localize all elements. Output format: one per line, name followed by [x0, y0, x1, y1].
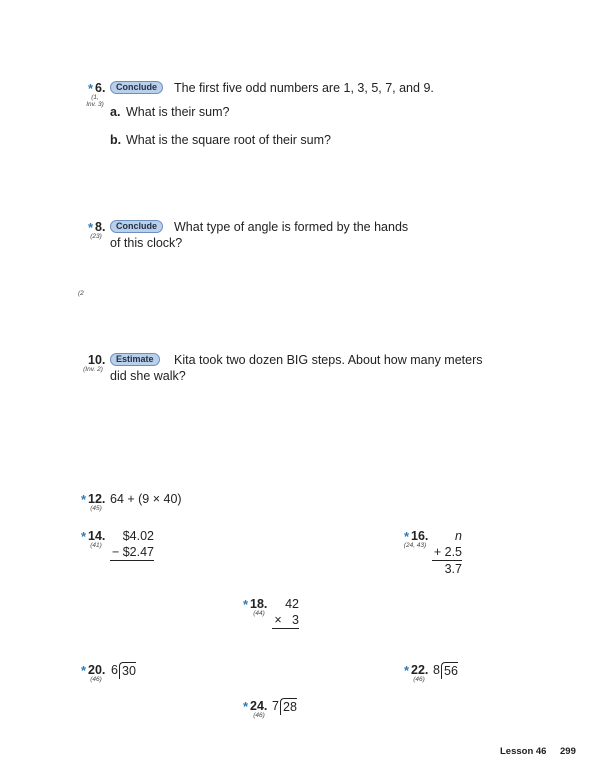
- divisor: 6: [111, 663, 118, 677]
- problem-number: 22.: [411, 663, 429, 677]
- multiplier: × 3: [272, 612, 299, 629]
- star-marker: *: [88, 220, 94, 235]
- lesson-reference: (24, 43): [403, 542, 427, 549]
- multiplicand: 42: [285, 597, 299, 611]
- problem-number: 20.: [88, 663, 106, 677]
- lesson-reference: (44): [253, 610, 265, 617]
- part-b-text: What is the square root of their sum?: [126, 133, 331, 147]
- lesson-reference: (Inv. 2): [83, 366, 103, 373]
- lesson-label: Lesson 46: [500, 746, 547, 757]
- problem-number: 12.: [88, 492, 106, 506]
- lesson-reference: (1, Inv. 3): [86, 94, 104, 108]
- dividend: 30: [119, 662, 136, 679]
- conclude-badge: Conclude: [110, 81, 163, 94]
- problem-number: 24.: [250, 699, 268, 713]
- star-marker: *: [243, 597, 249, 612]
- addend: + 2.5: [433, 545, 462, 559]
- sum: 3.7: [444, 562, 462, 576]
- lesson-reference: (46): [90, 676, 102, 683]
- problem-text-line-2: did she walk?: [110, 369, 186, 383]
- expression: 64 + (9 × 40): [110, 492, 182, 506]
- problem-text-line-2: of this clock?: [110, 236, 183, 250]
- subtrahend: − $2.47: [111, 545, 154, 559]
- lesson-reference: (41): [90, 542, 102, 549]
- problem-number: 6.: [95, 81, 106, 95]
- dividend: 28: [280, 698, 297, 715]
- divisor: 8: [433, 663, 440, 677]
- problem-text: The first five odd numbers are 1, 3, 5, 7, and 9.: [174, 81, 434, 95]
- part-b-label: b.: [110, 133, 122, 147]
- star-marker: *: [81, 492, 87, 507]
- part-a-text: What is their sum?: [126, 105, 230, 119]
- lesson-reference: (45): [90, 505, 102, 512]
- star-marker: *: [404, 663, 410, 678]
- lesson-reference: (23): [90, 233, 102, 240]
- problem-text-line-1: Kita took two dozen BIG steps. About how many meters: [174, 353, 483, 367]
- star-marker: *: [81, 663, 87, 678]
- stray-mark: (2: [78, 290, 84, 297]
- conclude-badge: Conclude: [110, 220, 163, 233]
- page-number: 299: [560, 746, 576, 757]
- part-a-label: a.: [110, 105, 121, 119]
- lesson-reference: (46): [413, 676, 425, 683]
- estimate-badge: Estimate: [110, 353, 160, 366]
- problem-number: 10.: [88, 353, 106, 367]
- problem-text-line-1: What type of angle is formed by the hands: [174, 220, 409, 234]
- star-marker: *: [81, 529, 87, 544]
- addend-n: n: [455, 529, 462, 543]
- problem-number: 14.: [88, 529, 106, 543]
- star-marker: *: [88, 81, 94, 96]
- dividend: 56: [441, 662, 458, 679]
- divisor: 7: [272, 699, 279, 713]
- minuend: $4.02: [122, 529, 154, 543]
- star-marker: *: [404, 529, 410, 544]
- lesson-reference: (46): [253, 712, 265, 719]
- problem-number: 18.: [250, 597, 268, 611]
- problem-number: 16.: [411, 529, 429, 543]
- star-marker: *: [243, 699, 249, 714]
- problem-number: 8.: [95, 220, 106, 234]
